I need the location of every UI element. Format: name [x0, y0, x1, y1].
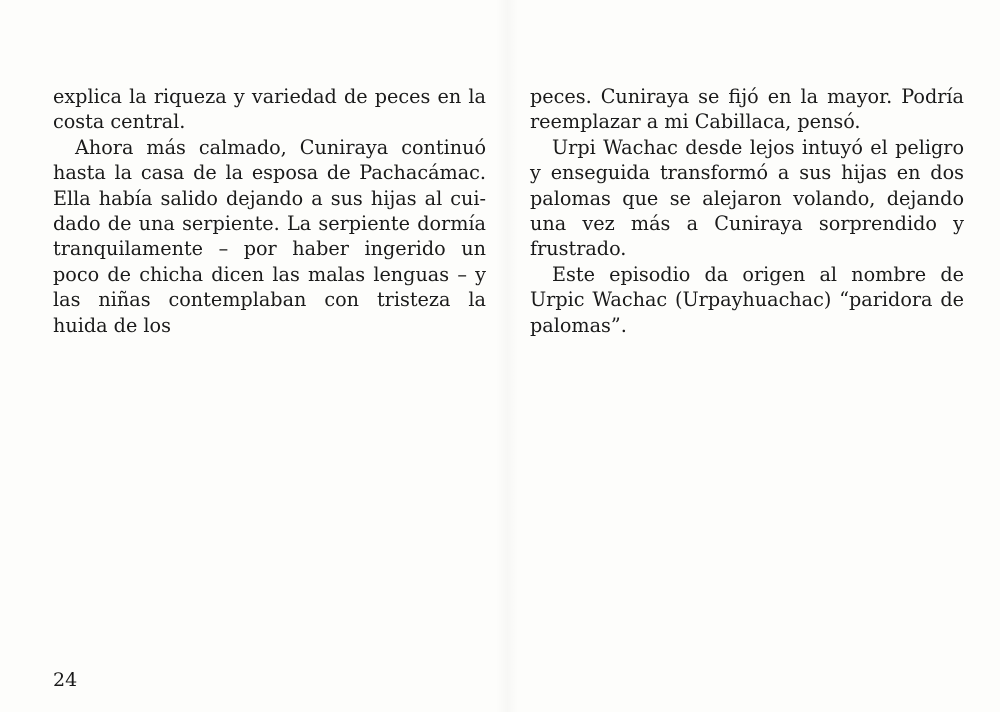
right-page-text — [530, 84, 964, 338]
paragraph-continued: peces. Cuniraya se fijó en la mayor. Podría reemplazar a mi Cabillaca, pensó. — [530, 85, 964, 134]
paragraph: Urpi Wachac desde lejos intuyó el peligro y enseguida transformó a sus hijas en dos palomas que se alejaron volando, dejando una vez más a Cuniraya sorprendido y frustrado. — [530, 135, 964, 261]
paragraph: Ahora más calmado, Cuniraya continuó hasta la casa de la esposa de Pachacámac. Ella había salido dejando a sus hijas al cuidado de una serpiente. La serpiente dormía tranquilamente – por haber ingerido un poco de chicha dicen las malas lenguas – y las niñas contemplaban con tristeza la huida de los — [53, 135, 486, 337]
paragraph: Este episodio da origen al nombre de Urpic Wachac (Urpayhuachac) “paridora de palomas”. — [530, 262, 964, 337]
paragraph-continued: explica la riqueza y variedad de peces en la costa central. — [53, 85, 486, 134]
left-page-text — [53, 84, 486, 338]
book-gutter — [496, 0, 518, 712]
page-number: 24 — [53, 669, 78, 691]
